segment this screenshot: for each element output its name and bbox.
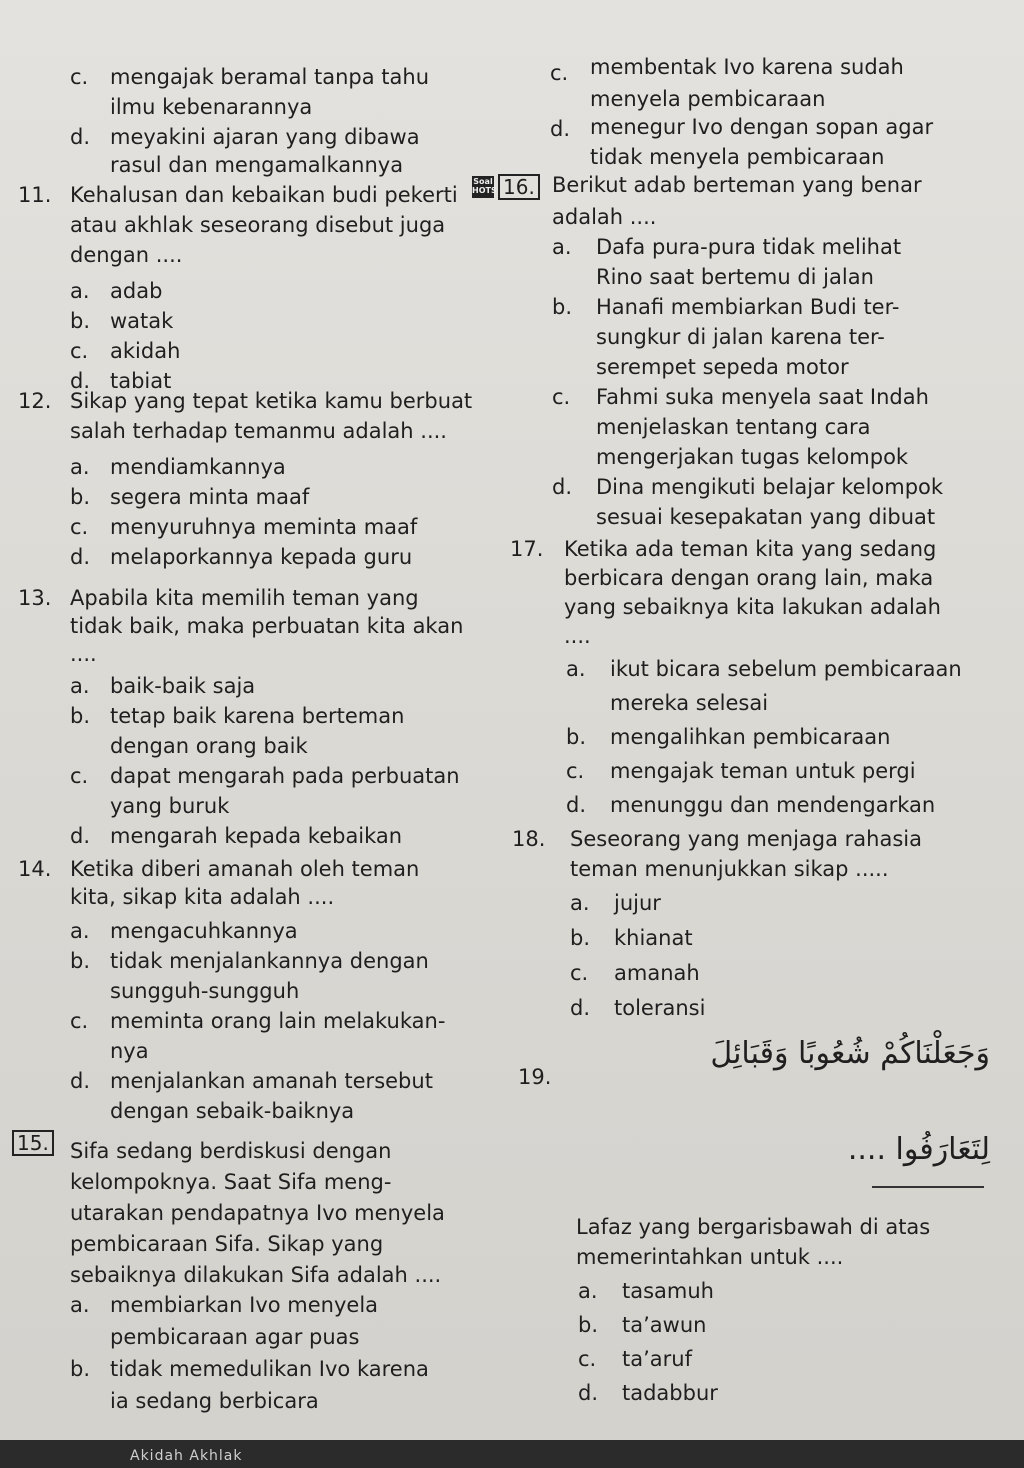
q15-option-text: tidak memedulikan Ivo karena: [110, 1357, 429, 1381]
q19-option-text: tadabbur: [622, 1381, 718, 1405]
q11-number: 11.: [18, 183, 52, 207]
q11-option-text: watak: [110, 309, 174, 333]
q19-option-letter: c.: [578, 1347, 597, 1371]
q14-option-letter: d.: [70, 1069, 91, 1093]
q16-question-line: Berikut adab berteman yang benar: [552, 173, 922, 197]
option-text: tidak menyela pembicaraan: [590, 145, 885, 169]
q14-option-text: tidak menjalankannya dengan: [110, 949, 429, 973]
q12-option-text: mendiamkannya: [110, 455, 286, 479]
q11-option-text: tabiat: [110, 369, 172, 393]
q11-option-letter: d.: [70, 369, 91, 393]
q15-option-text: pembicaraan agar puas: [110, 1325, 360, 1349]
q13-option-letter: c.: [70, 764, 89, 788]
q11-option-text: akidah: [110, 339, 181, 363]
q14-option-text: menjalankan amanah tersebut: [110, 1069, 433, 1093]
q11-question-line: atau akhlak seseorang disebut juga: [70, 213, 446, 237]
q15-option-letter: b.: [70, 1357, 91, 1381]
q16-option-letter: b.: [552, 295, 573, 319]
option-letter: c.: [550, 61, 569, 85]
q12-option-text: menyuruhnya meminta maaf: [110, 515, 418, 539]
q18-option-letter: c.: [570, 961, 589, 985]
q12-question-line: Sikap yang tepat ketika kamu berbuat: [70, 389, 473, 413]
footer-bar: [0, 1440, 1024, 1468]
q15-option-text: ia sedang berbicara: [110, 1389, 319, 1413]
option-text: menegur Ivo dengan sopan agar: [590, 115, 934, 139]
q12-option-letter: c.: [70, 515, 89, 539]
q18-option-letter: d.: [570, 996, 591, 1020]
q19-question-line: memerintahkan untuk ....: [576, 1245, 844, 1269]
q19-number: 19.: [518, 1065, 552, 1089]
q17-question-line: yang sebaiknya kita lakukan adalah: [564, 595, 941, 619]
q17-question-line: ....: [564, 624, 591, 648]
q12-question-line: salah terhadap temanmu adalah ....: [70, 419, 447, 443]
q13-question-line: tidak baik, maka perbuatan kita akan: [70, 614, 464, 638]
q11-option-letter: a.: [70, 279, 90, 303]
q14-option-text: dengan sebaik-baiknya: [110, 1099, 355, 1123]
q18-option-text: toleransi: [614, 996, 706, 1020]
q13-option-text: baik-baik saja: [110, 674, 256, 698]
q18-question-line: teman menunjukkan sikap .....: [570, 857, 889, 881]
option-text: meyakini ajaran yang dibawa: [110, 125, 420, 149]
q16-option-text: mengerjakan tugas kelompok: [596, 445, 909, 469]
q14-option-letter: a.: [70, 919, 90, 943]
option-text: ilmu kebenarannya: [110, 95, 313, 119]
q19-option-letter: d.: [578, 1381, 599, 1405]
q18-question-line: Seseorang yang menjaga rahasia: [570, 827, 922, 851]
q17-option-text: mengajak teman untuk pergi: [610, 759, 916, 783]
q11-option-letter: c.: [70, 339, 89, 363]
q16-question-line: adalah ....: [552, 205, 657, 229]
option-letter: c.: [70, 65, 89, 89]
q16-option-text: menjelaskan tentang cara: [596, 415, 871, 439]
q12-option-letter: a.: [70, 455, 90, 479]
q12-option-letter: d.: [70, 545, 91, 569]
q15-question-line: kelompoknya. Saat Sifa meng-: [70, 1170, 392, 1194]
q11-option-text: adab: [110, 279, 163, 303]
q14-option-letter: c.: [70, 1009, 89, 1033]
q17-option-text: ikut bicara sebelum pembicaraan: [610, 657, 962, 681]
option-text: rasul dan mengamalkannya: [110, 153, 404, 177]
q12-number: 12.: [18, 389, 52, 413]
q18-option-text: khianat: [614, 926, 693, 950]
q14-question-line: Ketika diberi amanah oleh teman: [70, 857, 420, 881]
q18-option-letter: a.: [570, 891, 590, 915]
q14-option-text: meminta orang lain melakukan-: [110, 1009, 446, 1033]
q14-number: 14.: [18, 857, 52, 881]
q16-option-letter: a.: [552, 235, 572, 259]
q13-number: 13.: [18, 586, 52, 610]
q14-option-text: mengacuhkannya: [110, 919, 298, 943]
q17-number: 17.: [510, 537, 544, 561]
q12-option-text: segera minta maaf: [110, 485, 310, 509]
q15-option-letter: a.: [70, 1293, 90, 1317]
option-letter: d.: [550, 117, 571, 141]
q12-option-text: melaporkannya kepada guru: [110, 545, 413, 569]
q14-option-text: sungguh-sungguh: [110, 979, 300, 1003]
q15-number-box: 15.: [12, 1130, 54, 1156]
q17-option-letter: d.: [566, 793, 587, 817]
q17-question-line: berbicara dengan orang lain, maka: [564, 566, 934, 590]
q13-question-line: Apabila kita memilih teman yang: [70, 586, 419, 610]
q16-option-text: Dafa pura-pura tidak melihat: [596, 235, 902, 259]
q19-question-line: Lafaz yang bergarisbawah di atas: [576, 1215, 931, 1239]
q15-question-line: sebaiknya dilakukan Sifa adalah ....: [70, 1263, 442, 1287]
q13-option-text: tetap baik karena berteman: [110, 704, 405, 728]
q19-option-text: ta’aruf: [622, 1347, 692, 1371]
q17-option-text: mengalihkan pembicaraan: [610, 725, 891, 749]
q11-option-letter: b.: [70, 309, 91, 333]
q15-question-line: Sifa sedang berdiskusi dengan: [70, 1139, 392, 1163]
q17-option-letter: c.: [566, 759, 585, 783]
q13-option-text: dapat mengarah pada perbuatan: [110, 764, 460, 788]
q11-question-line: Kehalusan dan kebaikan budi pekerti: [70, 183, 458, 207]
q14-option-text: nya: [110, 1039, 149, 1063]
option-text: mengajak beramal tanpa tahu: [110, 65, 430, 89]
q16-option-text: Fahmi suka menyela saat Indah: [596, 385, 929, 409]
q11-question-line: dengan ....: [70, 243, 183, 267]
q17-option-letter: a.: [566, 657, 586, 681]
q19-option-text: ta’awun: [622, 1313, 707, 1337]
q15-question-line: utarakan pendapatnya Ivo menyela: [70, 1201, 445, 1225]
q15-question-line: pembicaraan Sifa. Sikap yang: [70, 1232, 384, 1256]
q19-option-letter: b.: [578, 1313, 599, 1337]
q16-option-text: sesuai kesepakatan yang dibuat: [596, 505, 936, 529]
option-letter: d.: [70, 125, 91, 149]
option-text: membentak Ivo karena sudah: [590, 55, 904, 79]
q18-option-text: jujur: [614, 891, 661, 915]
q18-option-text: amanah: [614, 961, 700, 985]
q13-option-letter: a.: [70, 674, 90, 698]
q18-option-letter: b.: [570, 926, 591, 950]
q19-option-letter: a.: [578, 1279, 598, 1303]
q14-option-letter: b.: [70, 949, 91, 973]
q16-option-text: sungkur di jalan karena ter-: [596, 325, 885, 349]
q15-option-text: membiarkan Ivo menyela: [110, 1293, 379, 1317]
q16-option-text: serempet sepeda motor: [596, 355, 849, 379]
q17-option-letter: b.: [566, 725, 587, 749]
hots-badge: Soal HOTS: [472, 176, 494, 198]
q13-option-text: yang buruk: [110, 794, 230, 818]
q13-option-letter: d.: [70, 824, 91, 848]
q16-option-text: Rino saat bertemu di jalan: [596, 265, 874, 289]
q17-option-text: mereka selesai: [610, 691, 769, 715]
q12-option-letter: b.: [70, 485, 91, 509]
q14-question-line: kita, sikap kita adalah ....: [70, 885, 335, 909]
q17-question-line: Ketika ada teman kita yang sedang: [564, 537, 937, 561]
arabic-underline: [872, 1186, 984, 1188]
q16-option-text: Hanafi membiarkan Budi ter-: [596, 295, 900, 319]
footer-text: Akidah Akhlak: [130, 1448, 243, 1464]
q19-option-text: tasamuh: [622, 1279, 714, 1303]
q13-option-text: mengarah kepada kebaikan: [110, 824, 403, 848]
q16-number-box: 16.: [498, 174, 540, 200]
q18-number: 18.: [512, 827, 546, 851]
q13-option-letter: b.: [70, 704, 91, 728]
q17-option-text: menunggu dan mendengarkan: [610, 793, 936, 817]
q16-option-letter: c.: [552, 385, 571, 409]
option-text: menyela pembicaraan: [590, 87, 826, 111]
arabic-verse-line1: وَجَعَلْنَاكُمْ شُعُوبًا وَقَبَائِلَ: [710, 1036, 990, 1071]
q13-question-line: ....: [70, 642, 97, 666]
q16-option-letter: d.: [552, 475, 573, 499]
q13-option-text: dengan orang baik: [110, 734, 308, 758]
arabic-verse-line2: لِتَعَارَفُوا ....: [847, 1132, 990, 1167]
q16-option-text: Dina mengikuti belajar kelompok: [596, 475, 944, 499]
